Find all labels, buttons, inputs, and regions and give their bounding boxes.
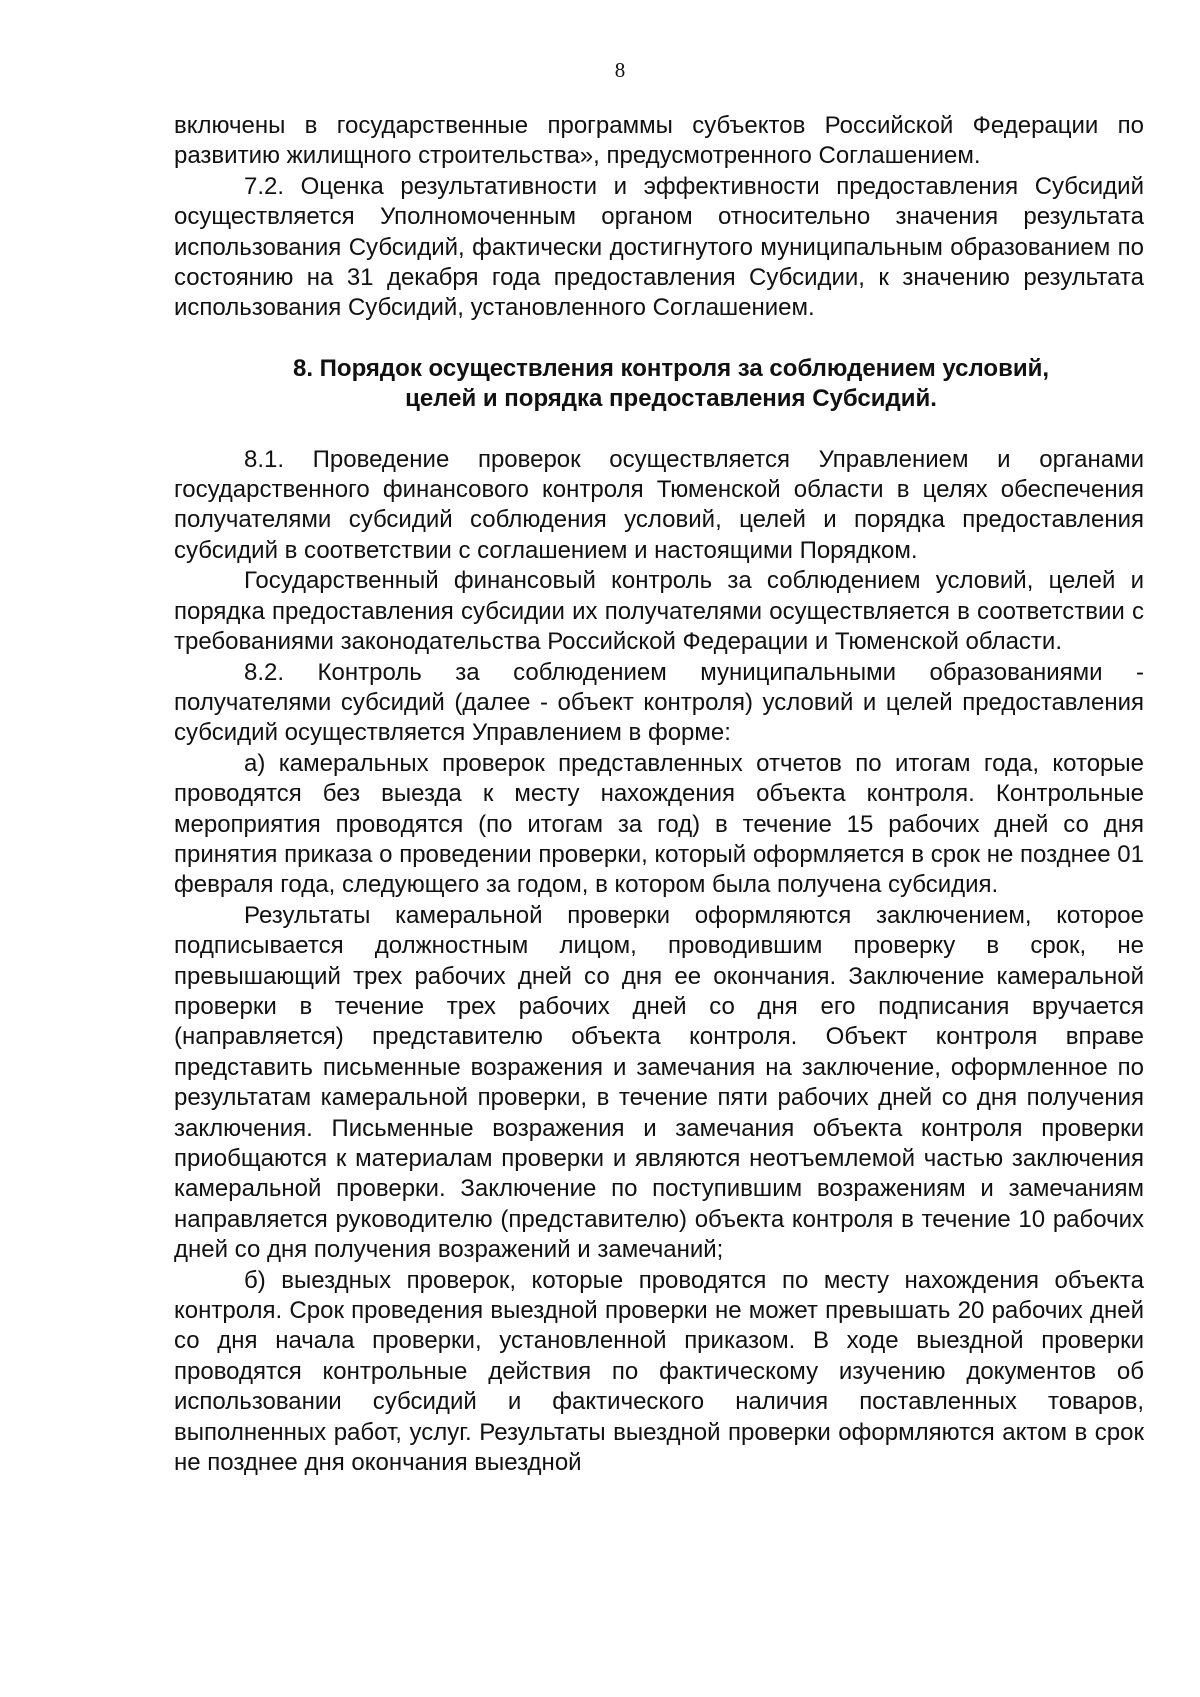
paragraph-desk-audit-results: Результаты камеральной проверки оформляются заключением, которое подписывается должностным лицом, проводившим проверку в срок, не превышающий трех рабочих дней со дня ее окончания. Заключение камеральной проверки в течение трех рабочих дней со дня его подписания вручается (направляется) представителю объекта контроля. Объект контроля вправе представить письменные возражения и замечания на заключение, оформленное по результатам камеральной проверки, в течение пяти рабочих дней со дня получения заключения. Письменные возражения и замечания объекта контроля проверки приобщаются к материалам проверки и являются неотъемлемой частью заключения камеральной проверки. Заключение по поступившим возражениям и замечаниям направляется руководителю (представителю) объекта контроля в течение 10 рабочих дней со дня получения возражений и замечаний; xyxy=(174,901,1144,1264)
section-heading-line-1: 8. Порядок осуществления контроля за соблюдением условий, xyxy=(292,354,1049,382)
paragraph-item-b: б) выездных проверок, которые проводятся по месту нахождения объекта контроля. Срок проведения выездной проверки не может превышать 20 рабочих дней со дня начала проверки, установленной приказом. В ходе выездной проверки проводятся контрольные действия по фактическому изучению документов об использовании субсидий и фактического наличия поставленных товаров, выполненных работ, услуг. Результаты выездной проверки оформляются актом в срок не позднее дня окончания выездной xyxy=(174,1266,1144,1477)
paragraph-state-financial-control: Государственный финансовый контроль за соблюдением условий, целей и порядка предоставления субсидии их получателями осуществляется в соответствии с требованиями законодательства Российской Федерации и Тюменской области. xyxy=(174,567,1144,656)
paragraph-item-a: а) камеральных проверок представленных отчетов по итогам года, которые проводятся без выезда к месту нахождения объекта контроля. Контрольные мероприятия проводятся (по итогам за год) в течение 15 рабочих дней со дня принятия приказа о проведении проверки, который оформляется в срок не позднее 01 февраля года, следующего за годом, в котором была получена субсидия. xyxy=(174,749,1144,899)
document-body xyxy=(174,111,1144,1478)
section-heading-8 xyxy=(174,354,1144,415)
paragraph-8-2: 8.2. Контроль за соблюдением муниципальными образованиями - получателями субсидий (далее - объект контроля) условий и целей предоставления субсидий осуществляется Управлением в форме: xyxy=(174,658,1144,747)
section-heading-line-2: целей и порядка предоставления Субсидий. xyxy=(405,385,937,413)
paragraph-7-2: 7.2. Оценка результативности и эффективности предоставления Субсидий осуществляется Уполномоченным органом относительно значения результата использования Субсидий, фактически достигнутого муниципальным образованием по состоянию на 31 декабря года предоставления Субсидии, к значению результата использования Субсидий, установленного Соглашением. xyxy=(174,172,1144,322)
page-number: 8 xyxy=(614,58,626,82)
paragraph-continuation: включены в государственные программы субъектов Российской Федерации по развитию жилищного строительства», предусмотренного Соглашением. xyxy=(174,112,1144,170)
paragraph-8-1: 8.1. Проведение проверок осуществляется Управлением и органами государственного финансового контроля Тюменской области в целях обеспечения получателями субсидий соблюдения условий, целей и порядка предоставления субсидий в соответствии с соглашением и настоящими Порядком. xyxy=(174,445,1144,564)
